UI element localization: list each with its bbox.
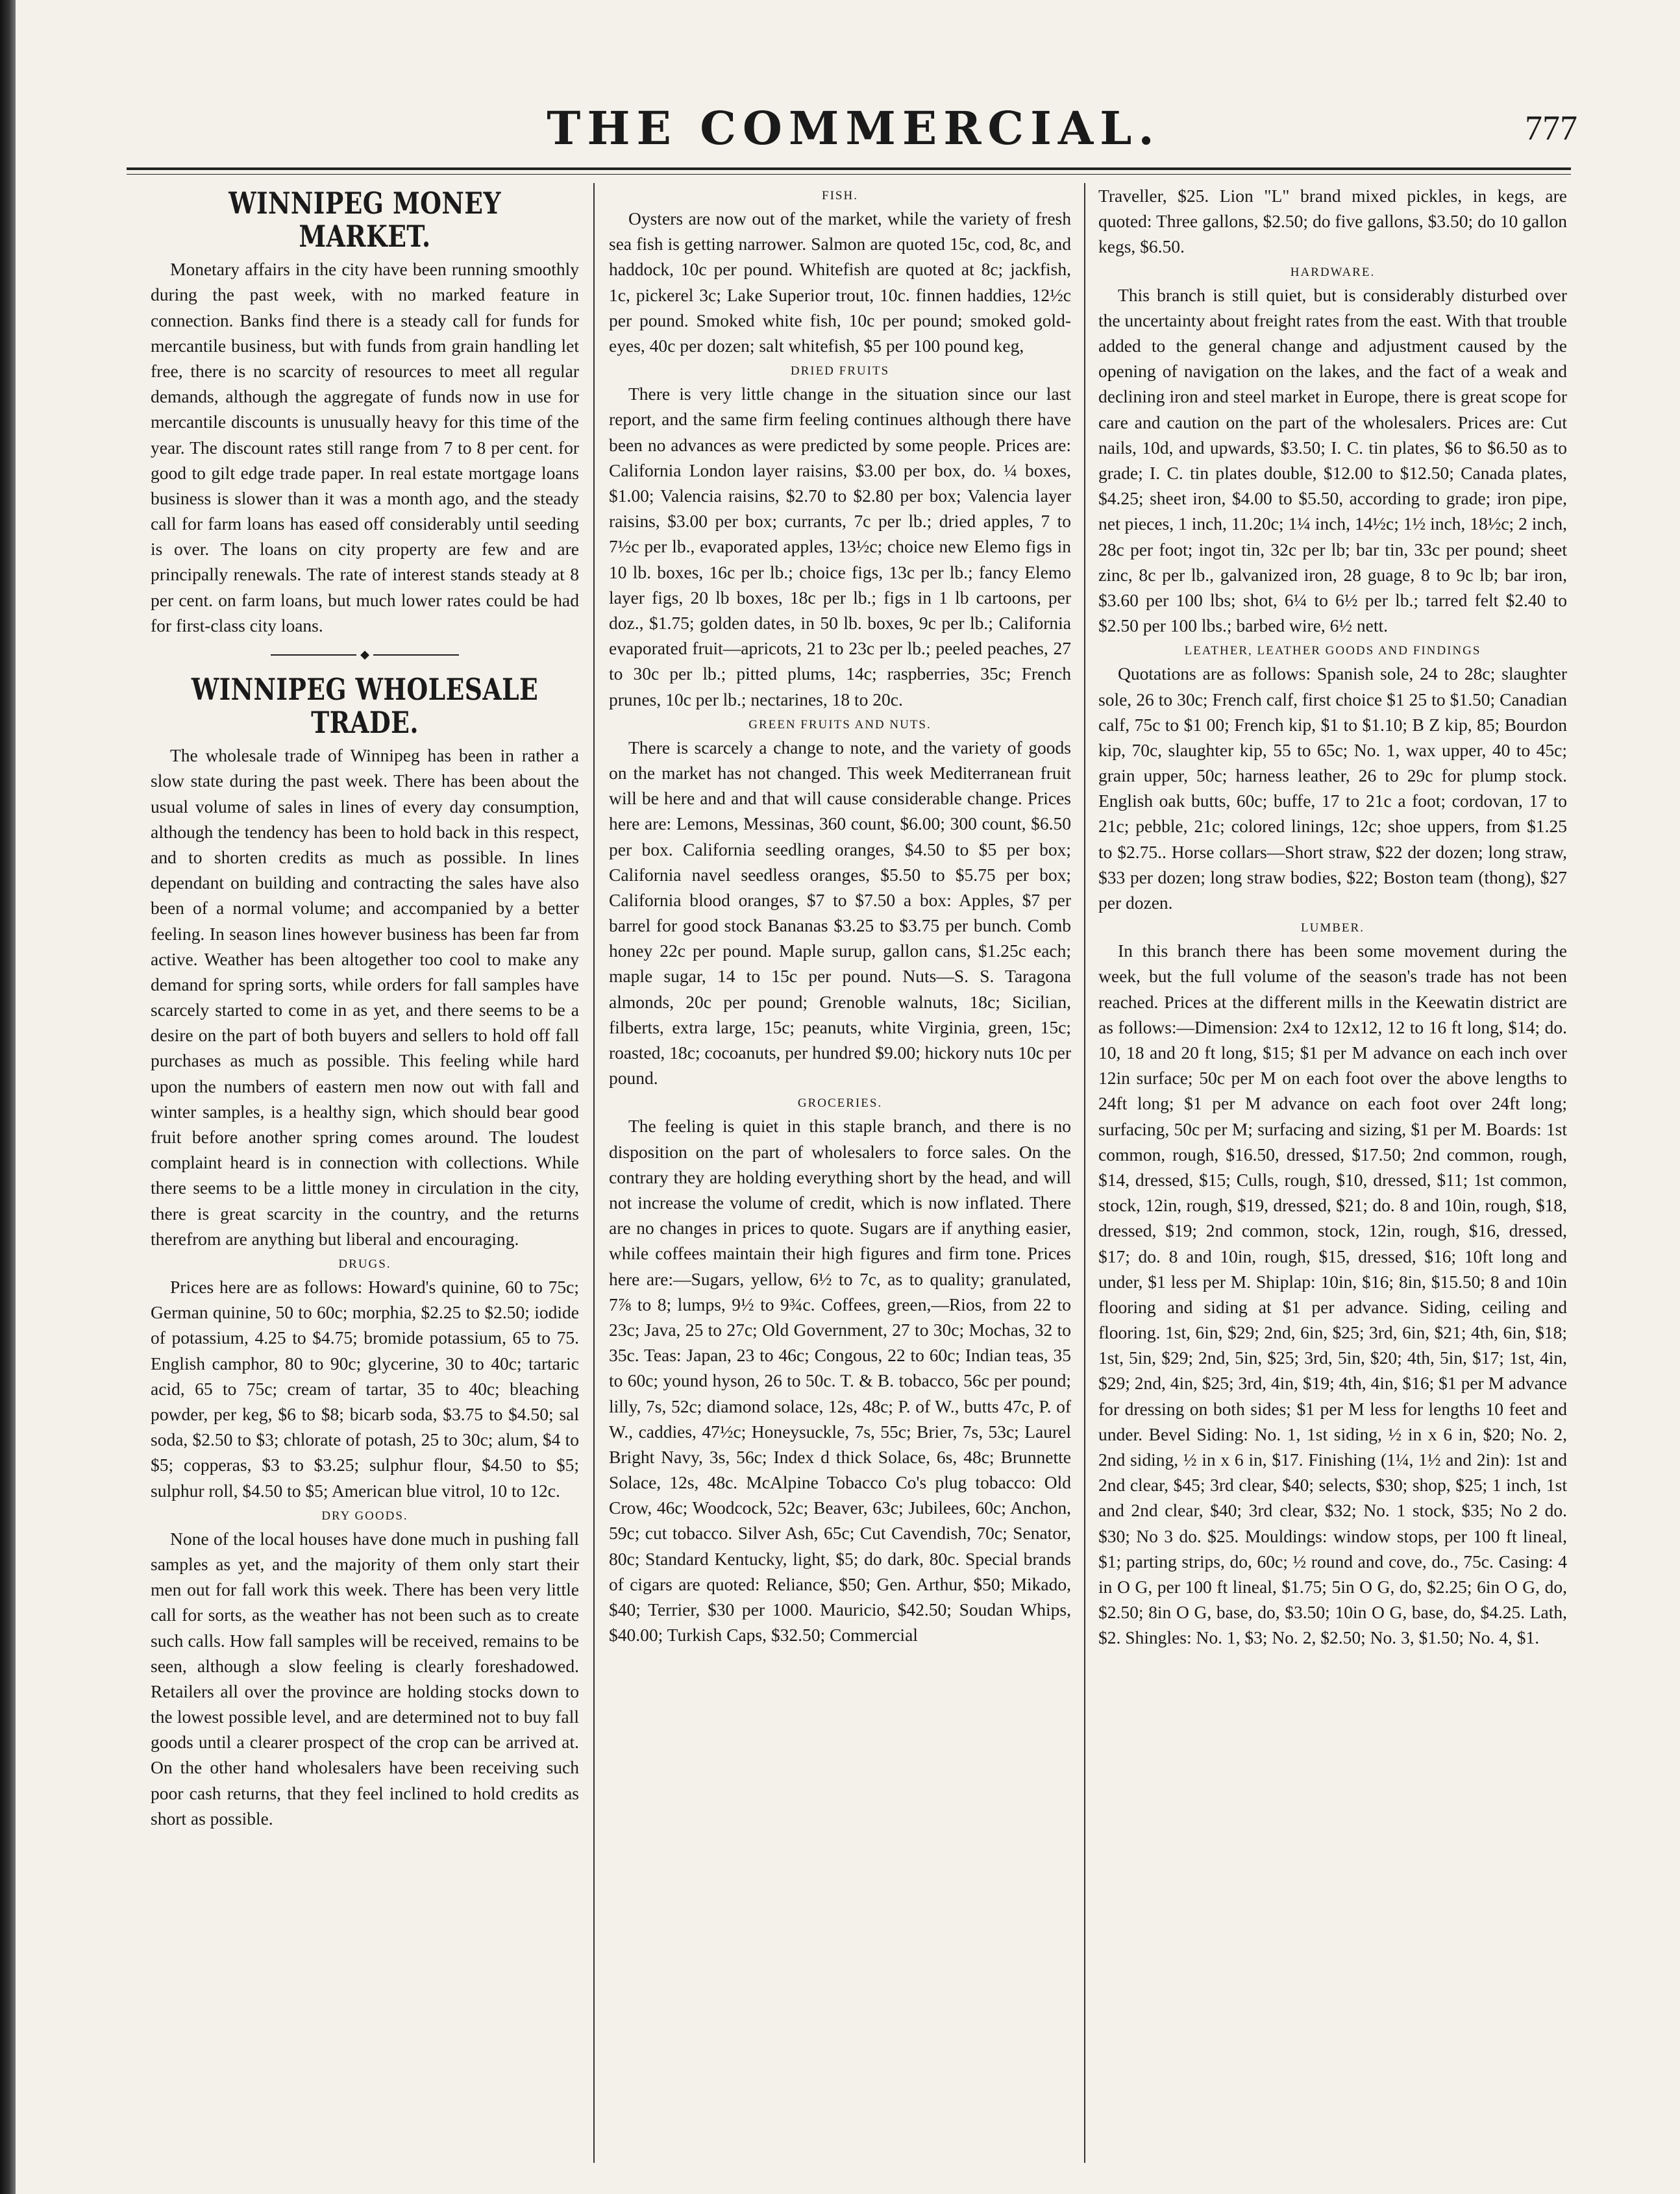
dried-fruits-subheading: DRIED FRUITS: [790, 364, 890, 378]
money-market-paragraph: Monetary affairs in the city have been running smoothly during the past week, with no marked feature in connection. Banks find there is a steady call for funds for mercantile business, but with funds from grain handling let free, there is no scarcity of resources to meet all regular demands, although the aggregate of funds now in use for mercantile discounts is unusually heavy for this time of the year. The discount rates still range from 7 to 8 per cent. for good to gilt edge trade paper. In real estate mortgage loans business is slower than it was a month ago, and the steady call for farm loans has eased off considerably until seeding is over. The loans on city property are few and are principally renewals. The rate of interest stands steady at 8 per cent. on farm loans, but much lower rates could be had for first-class city loans.: [151, 259, 579, 635]
lumber-paragraph: In this branch there has been some movement during the week, but the full volume of the season's trade has not been reached. Prices at the different mills in the Keewatin district are as follows:—Dimension: 2x4 to 12x12, 12 to 16 ft long, $14; do. 10, 18 and 20 ft long, $15; $1 per M advance on each inch over 12in surface; 50c per M on each foot over the above lengths to 24ft long; $1 per M advance on each foot over 24ft long; surfacing, 50c per M; surfacing and sizing, $1 per M. Boards: 1st common, rough, $16.50, dressed, $17.50; 2nd common, rough, $14, dressed, $15; Culls, rough, $10, dressed, $11; 1st common, stock, 12in, rough, $19, dressed, $21; do. 8 and 10in, rough, $18, dressed, $19; 2nd common, stock, 12in, rough, $16, dressed, $17; do. 8 and 10in, rough, $15, dressed, $16; 10ft long and under, $1 less per M. Shiplap: 10in, $16; 8in, $15.50; 8 and 10in flooring and siding at $1 per advance. Siding, ceiling and flooring. 1st, 6in, $29; 2nd, 6in, $25; 3rd, 6in, $21; 4th, 6in, $18; 1st, 5in, $29; 2nd, 5in, $25; 3rd, 5in, $20; 4th, 5in, $17; 1st, 4in, $29; 2nd, 4in, $25; 3rd, 4in, $19; 4th, 4in, $16; $1 per M advance for dressing on both sides; $1 per M less for lengths 10 feet and under. Bevel Siding: No. 1, 1st siding, ½ in x 6 in, $20; No. 2, 2nd siding, ½ in x 6 in, $17. Finishing (1¼, 1½ and 2in): 1st and 2nd clear, $45; 3rd clear, $40; selects, $30; shop, $25; 1 inch, 1st and 2nd clear, $40; 3rd clear, $32; No. 1 stock, $35; No 2 do. $30; No 3 do. $25. Mouldings: window stops, per 100 ft lineal, $1; parting strips, do, 60c; ½ round and cove, do., 75c. Casing: 4 in O G, per 100 ft lineal, $1.75; 5in O G, do, $2.25; 6in O G, do, $2.50; 8in O G, base, do, $3.50; 10in O G, base, do, $4.25. Lath, $2. Shingles: No. 1, $3; No. 2, $2.50; No. 3, $1.50; No. 4, $1.: [1098, 941, 1567, 1648]
hardware-subheading: HARDWARE.: [1290, 265, 1376, 279]
money-market-heading: WINNIPEG MONEY MARKET.: [229, 186, 501, 254]
hardware-paragraph: This branch is still quiet, but is considerably disturbed over the uncertainty about freight rates from the east. With that trouble added to the general change and adjustment caused by the opening of navigation on the lakes, and the fact of a weak and declining iron and steel market in Europe, there is great scope for care and caution on the part of the wholesalers. Prices are: Cut nails, 10d, and upwards, $3.50; I. C. tin plates, $6 to $6.50 as to grade; I. C. tin plates double, $12.00 to $12.50; Canada plates, $4.25; sheet iron, $4.00 to $5.50, according to grade; iron pipe, net pieces, 1 inch, 11.20c; 1¼ inch, 14½c; 1½ inch, 18½c; 2 inch, 28c per foot; ingot tin, 32c per lb; bar tin, 33c per pound; sheet zinc, 8c per lb., galvanized iron, 28 guage, 8 to 9c lb; bar iron, $3.60 per 100 lbs; shot, 6¼ to 6½ per lb.; tarred felt $2.40 to $2.50 per 100 lbs.; barbed wire, 6½ nett.: [1098, 284, 1567, 636]
fish-paragraph: Oysters are now out of the market, while the variety of fresh sea fish is getting narrower. Salmon are quoted 15c, cod, 8c, and haddock, 10c per pound. Whitefish are quoted at 8c; jackfish, 1c, pickerel 3c; Lake Superior trout, 10c. finnen haddies, 12½c per pound. Smoked white fish, 10c per pound; smoked gold-eyes, 40c per dozen; salt whitefish, $5 per 100 pound keg,: [609, 208, 1071, 356]
section-divider: [151, 648, 579, 661]
dry-goods-paragraph: None of the local houses have done much in pushing fall samples as yet, and the majority of them only start their men out for fall work this week. There has been very little call for sorts, as the weather has not been such as to create such calls. How fall samples will be received, remains to be seen, although a slow feeling is clearly foreshadowed. Retailers all over the province are holding stocks down to the lowest possible level, and are determined not to buy fall goods until a clearer prospect of the crop can be arrived at. On the other hand wholesalers have been receiving such poor cash returns, that they feel inclined to hold credits as short as possible.: [151, 1528, 579, 1829]
page-edge-shadow: [0, 0, 16, 2194]
groceries-paragraph: The feeling is quiet in this staple branch, and there is no disposition on the part of wholesalers to force sales. On the contrary they are holding everything short by the head, and will not increase the volume of credit, which is now inflated. There are no changes in prices to quote. Sugars are if anything easier, while coffees maintain their high figures and firm tone. Prices here are:—Sugars, yellow, 6½ to 7c, as to quality; granulated, 7⅞ to 8; lumps, 9½ to 9¾c. Coffees, green,—Rios, from 22 to 23c; Java, 25 to 27c; Old Government, 27 to 30c; Mochas, 32 to 35c. Teas: Japan, 23 to 46c; Congous, 22 to 60c; Indian teas, 35 to 60c; yound hyson, 26 to 50c. T. & B. tobacco, 56c per pound; lilly, 7s, 52c; diamond solace, 12s, 48c; P. of W., butts 47c, P. of W., caddies, 47½c; Honeysuckle, 7s, 55c; Brier, 7s, 53c; Laurel Bright Navy, 3s, 56c; Index d thick Solace, 6s, 48c; Brunnette Solace, 12s, 48c. McAlpine Tobacco Co's plug tobacco: Old Crow, 46c; Woodcock, 52c; Beaver, 63c; Jubilees, 60c; Anchon, 59c; cut tobacco. Silver Ash, 65c; Cut Cavendish, 70c; Senator, 80c; Standard Kentucky, light, $5; do dark, 80c. Special brands of cigars are quoted: Reliance, $50; Gen. Arthur, $50; Mikado, $40; Terrier, $30 per 1000. Mauricio, $42.50; Soudan Whips, $40.00; Turkish Caps, $32.50; Commercial: [609, 1116, 1071, 1646]
column-1: [151, 183, 579, 2156]
header-rule: [127, 167, 1571, 175]
drugs-subheading: DRUGS.: [338, 1257, 391, 1271]
column-2: [609, 183, 1071, 2156]
drugs-paragraph: Prices here are as follows: Howard's quinine, 60 to 75c; German quinine, 50 to 60c; morphia, $2.25 to $2.50; iodide of potassium, 4.25 to $4.75; bromide potassium, 65 to 75. English camphor, 80 to 90c; glycerine, 30 to 40c; tartaric acid, 65 to 75c; cream of tartar, 35 to 40c; bleaching powder, per keg, $6 to $8; bicarb soda, $3.75 to $4.50; sal soda, $2.50 to $3; chlorate of potash, 25 to 30c; alum, $4 to $5; copperas, $3 to $3.25; sulphur flour, $4.50 to $5; sulphur roll, $4.50 to $5; American blue vitrol, 10 to 12c.: [151, 1277, 579, 1501]
leather-paragraph: Quotations are as follows: Spanish sole, 24 to 28c; slaughter sole, 26 to 30c; French calf, first choice $1 25 to $1.50; Canadian calf, 75c to $1 00; French kip, $1 to $1.10; B Z kip, 85; Bourdon kip, 70c, slaughter kip, 55 to 65c; No. 1, wax upper, 40 to 45c; grain upper, 50c; harness leather, 26 to 29c for plump stock. English oak butts, 60c; buffe, 17 to 21c a foot; cordovan, 17 to 21c; pebble, 21c; colored linings, 12c; shoe uppers, from $1.25 to $2.75.. Horse collars—Short straw, $22 der dozen; long straw, $33 per dozen; long straw bodies, $22; Boston team (thong), $27 per dozen.: [1098, 663, 1567, 913]
fish-subheading: FISH.: [822, 189, 858, 203]
column-3: [1098, 183, 1567, 2156]
green-fruits-subheading: GREEN FRUITS AND NUTS.: [748, 717, 932, 732]
dried-fruits-paragraph: There is very little change in the situation since our last report, and the same firm feeling continues although there have been no advances as were predicted by some people. Prices are: California London layer raisins, $3.00 per box, do. ¼ boxes, $1.00; Valencia raisins, $2.70 to $2.80 per box; Valencia layer raisins, $3.00 per box; currants, 7c per lb.; dried apples, 7 to 7½c per lb., evaporated apples, 13½c; choice new Elemo figs in 10 lb. boxes, 16c per lb.; choice figs, 13c per lb.; fancy Elemo layer figs, 20 lb boxes, 18c per lb.; figs in 1 lb cartoons, per doz., $1.75; golden dates, in 50 lb. boxes, 9c per lb.; California evaporated fruit—apricots, 21 to 23c per lb.; peeled peaches, 27 to 30c per lb.; pitted plums, 14c; raspberries, 35c; French prunes, 10c per lb.; nectarines, 18 to 20c.: [609, 384, 1071, 709]
groceries-subheading: GROCERIES.: [797, 1096, 883, 1111]
wholesale-trade-heading: WINNIPEG WHOLESALE TRADE.: [191, 672, 539, 740]
page-number: 777: [1525, 108, 1577, 147]
newspaper-title: THE COMMERCIAL.: [547, 101, 1161, 155]
column-divider: [1084, 183, 1085, 2163]
leather-subheading: LEATHER, LEATHER GOODS AND FINDINGS: [1184, 644, 1481, 658]
wholesale-trade-paragraph: The wholesale trade of Winnipeg has been in rather a slow state during the past week. There has been about the usual volume of sales in lines of every day consumption, although the tendency has been to hold back in this respect, and to shorten credits as much as possible. In lines dependant on building and contracting the sales have also been of a normal volume; and accompanied by a better feeling. In season lines however business has been far from active. Weather has been altogether too cool to make any demand for spring sorts, while orders for fall samples have scarcely started to come in as yet, and there seems to be a desire on the part of both buyers and sellers to hold off fall purchases as much as possible. This feeling while hard upon the numbers of eastern men now out with fall and winter samples, is a healthy sign, which should bear good fruit before another spring comes around. The loudest complaint heard is in connection with collections. While there seems to be a little money in circulation in the city, there is great scarcity in the country, and the returns therefrom are anything but liberal and encouraging.: [151, 745, 579, 1249]
column-divider: [593, 183, 595, 2163]
green-fruits-paragraph: There is scarcely a change to note, and the variety of goods on the market has not changed. This week Mediterranean fruit will be here and and that will cause considerable change. Prices here are: Lemons, Messinas, 360 count, $6.00; 300 count, $6.50 per box. California seedling oranges, $4.50 to $5 per box; California navel seedless oranges, $5.50 to $5.75 per box; California blood oranges, $7 to $7.50 a box: Apples, $7 per barrel for good stock Bananas $3.25 to $3.75 per bunch. Comb honey 22c per pound. Maple surup, gallon cans, $1.25c each; maple sugar, 14 to 15c per pound. Nuts—S. S. Taragona almonds, 20c per pound; Grenoble walnuts, 18c; Sicilian, filberts, extra large, 15c; peanuts, white Virginia, green, 15c; roasted, 18c; cocoanuts, per hundred $9.00; hickory nuts 10c per pound.: [609, 737, 1071, 1089]
divider-ornament: ◆: [356, 648, 373, 661]
continued-paragraph: Traveller, $25. Lion "L" brand mixed pickles, in kegs, are quoted: Three gallons, $2.50; do five gallons, $3.50; do 10 gallon kegs, $6.50.: [1098, 186, 1567, 257]
lumber-subheading: LUMBER.: [1301, 921, 1365, 935]
masthead: [130, 97, 1577, 156]
dry-goods-subheading: DRY GOODS.: [321, 1509, 408, 1523]
